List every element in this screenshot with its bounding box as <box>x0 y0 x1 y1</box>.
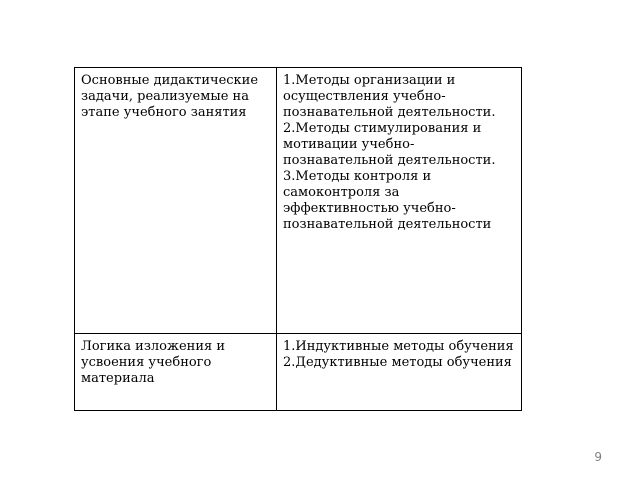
cell-text: 2.Дедуктивные методы обучения <box>283 355 512 370</box>
cell-text: Основные дидактические задачи, реализуемые на этапе учебного занятия <box>81 73 263 120</box>
table-cell-logic <box>75 334 277 411</box>
table-cell-method-groups <box>277 68 522 334</box>
cell-text: 1.Методы организации и осуществления учебно-познавательной деятельности. <box>283 73 496 120</box>
methods-table <box>74 67 522 411</box>
table-row <box>75 334 522 411</box>
slide-number: 9 <box>594 450 602 464</box>
cell-text: 2.Методы стимулирования и мотивации учебно-познавательной деятельности. <box>283 121 496 168</box>
table-row <box>75 68 522 334</box>
table-cell-tasks <box>75 68 277 334</box>
cell-text: 1.Индуктивные методы обучения <box>283 339 514 354</box>
cell-text: Логика изложения и усвоения учебного материала <box>81 339 230 386</box>
cell-text: 3.Методы контроля и самоконтроля за эффективностью учебно-познавательной деятельности <box>283 169 492 232</box>
table-cell-logic-methods <box>277 334 522 411</box>
